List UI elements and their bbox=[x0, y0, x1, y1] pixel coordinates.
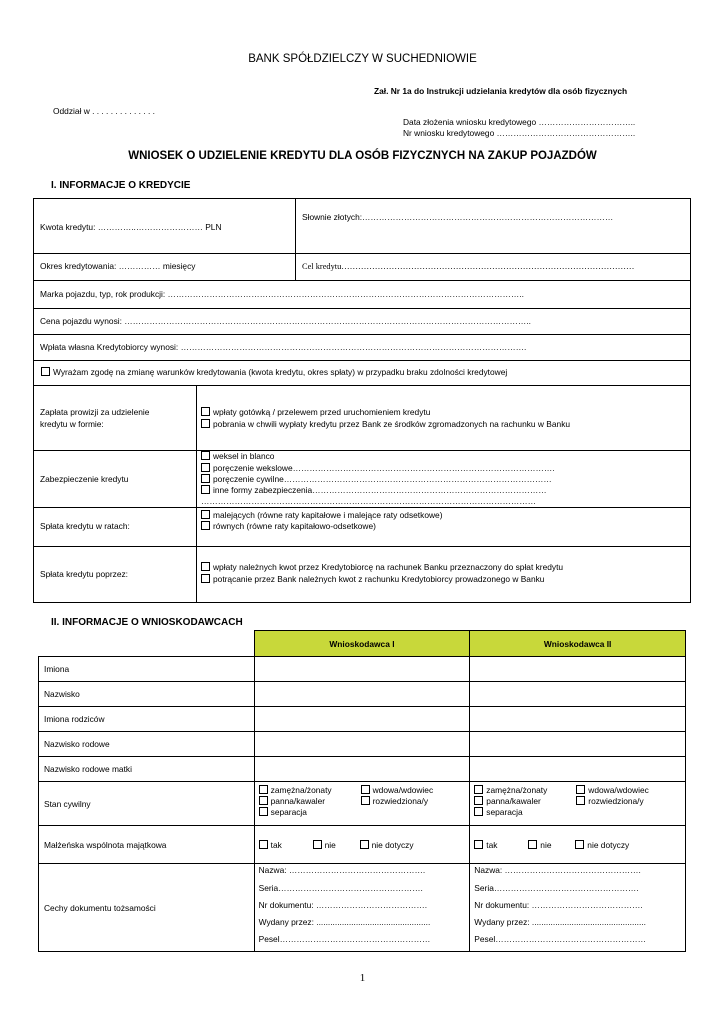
property-na-option[interactable]: nie dotyczy bbox=[575, 840, 629, 850]
security-option-4[interactable]: inne formy zabezpieczenia………………………………………………………………………… bbox=[201, 485, 547, 495]
applicant-1-marital-property bbox=[254, 826, 470, 864]
checkbox[interactable] bbox=[201, 474, 210, 483]
credit-amount-field[interactable]: Kwota kredytu: …………..…………………… PLN bbox=[40, 222, 222, 232]
page-title: WNIOSEK O UDZIELENIE KREDYTU DLA OSÓB FIZYCZNYCH NA ZAKUP POJAZDÓW bbox=[128, 150, 597, 162]
applicant-2-parents-input[interactable] bbox=[470, 707, 686, 732]
installments-option-2[interactable]: równych (równe raty kapitałowo-odsetkowe) bbox=[201, 521, 376, 531]
id-name-field[interactable]: Nazwa: …………………………………………. bbox=[258, 865, 426, 875]
submission-date-field[interactable]: Data złożenia wniosku kredytowego …………………………….. bbox=[403, 117, 636, 127]
installments-label: Spłata kredytu w ratach: bbox=[40, 521, 130, 531]
row-label-parents: Imiona rodziców bbox=[39, 707, 255, 732]
civil-widow-option[interactable]: wdowa/wdowiec bbox=[361, 785, 434, 795]
amount-in-words-field[interactable]: Słownie złotych:……………………………………………………………………………… bbox=[302, 212, 614, 222]
commission-label-2: kredytu w formie: bbox=[40, 419, 104, 429]
checkbox[interactable] bbox=[474, 840, 483, 849]
applicant-2-names-input[interactable] bbox=[470, 657, 686, 682]
security-option-3[interactable]: poręczenie cywilne…………………………………………………………………………………… bbox=[201, 474, 552, 484]
property-no-option[interactable]: nie bbox=[528, 840, 551, 850]
applicant-1-parents-input[interactable] bbox=[254, 707, 470, 732]
civil-married-option[interactable]: zamężna/żonaty bbox=[474, 785, 547, 795]
checkbox[interactable] bbox=[576, 796, 585, 805]
repayment-option-1[interactable]: wpłaty należnych kwot przez Kredytobiorcę na rachunek Banku przeznaczony do spłat kredytu bbox=[201, 562, 563, 572]
applicant-2-mother-family-name-input[interactable] bbox=[470, 757, 686, 782]
checkbox[interactable] bbox=[474, 796, 483, 805]
attachment-note: Zał. Nr 1a do Instrukcji udzielania kredytów dla osób fizycznych bbox=[374, 86, 628, 96]
applicant-2-surname-input[interactable] bbox=[470, 682, 686, 707]
checkbox[interactable] bbox=[259, 807, 268, 816]
consent-checkbox[interactable] bbox=[41, 367, 50, 376]
id-issued-field[interactable]: Wydany przez: ................................................. bbox=[474, 917, 646, 927]
row-label-marital-property: Małżeńska wspólnota majątkowa bbox=[39, 826, 255, 864]
vehicle-price-field[interactable]: Cena pojazdu wynosi: ……………………………………………………………………………………………………………………………….. bbox=[40, 316, 531, 326]
id-number-field[interactable]: Nr dokumentu: …………………………………. bbox=[474, 900, 643, 910]
credit-purpose-field[interactable]: Cel kredytu…………………………………………………………………………………………… bbox=[302, 262, 635, 271]
checkbox[interactable] bbox=[201, 463, 210, 472]
consent-row[interactable] bbox=[41, 367, 507, 377]
applicant-1-id-document bbox=[254, 864, 470, 952]
checkbox[interactable] bbox=[528, 840, 537, 849]
page-number: 1 bbox=[359, 972, 366, 984]
checkbox[interactable] bbox=[474, 785, 483, 794]
checkbox[interactable] bbox=[259, 796, 268, 805]
application-number-field[interactable]: Nr wniosku kredytowego ………………………………………….. bbox=[403, 128, 636, 138]
checkbox[interactable] bbox=[201, 562, 210, 571]
civil-single-option[interactable]: panna/kawaler bbox=[474, 796, 540, 806]
row-label-id-document: Cechy dokumentu tożsamości bbox=[39, 864, 255, 952]
civil-widow-option[interactable]: wdowa/wdowiec bbox=[576, 785, 649, 795]
civil-married-option[interactable]: zamężna/żonaty bbox=[259, 785, 332, 795]
checkbox[interactable] bbox=[313, 840, 322, 849]
applicant-2-id-document bbox=[470, 864, 686, 952]
own-contribution-field[interactable]: Wpłata własna Kredytobiorcy wynosi: ……………………………………………………………………………………………………………. bbox=[40, 342, 527, 352]
security-option-2[interactable]: poręczenie wekslowe…………………………………………………………………………………. bbox=[201, 463, 555, 473]
section-1-heading: I. INFORMACJE O KREDYCIE bbox=[51, 180, 191, 191]
applicant-1-civil-status bbox=[254, 782, 470, 826]
id-number-field[interactable]: Nr dokumentu: …………………………………. bbox=[258, 900, 428, 910]
property-yes-option[interactable]: tak bbox=[259, 840, 282, 850]
checkbox[interactable] bbox=[259, 840, 268, 849]
id-name-field[interactable]: Nazwa: …………………………………………. bbox=[474, 865, 641, 875]
row-label-mother-family-name: Nazwisko rodowe matki bbox=[39, 757, 255, 782]
security-option-1[interactable]: weksel in blanco bbox=[201, 451, 274, 461]
bank-name: BANK SPÓŁDZIELCZY W SUCHEDNIOWIE bbox=[248, 53, 477, 65]
applicant-1-surname-input[interactable] bbox=[254, 682, 470, 707]
id-issued-field[interactable]: Wydany przez: ................................................. bbox=[258, 917, 431, 927]
checkbox[interactable] bbox=[201, 485, 210, 494]
checkbox[interactable] bbox=[360, 840, 369, 849]
applicant-1-header: Wnioskodawca I bbox=[254, 631, 470, 657]
applicant-1-mother-family-name-input[interactable] bbox=[254, 757, 470, 782]
section-2-heading: II. INFORMACJE O WNIOSKODAWCACH bbox=[51, 617, 243, 628]
id-series-field[interactable]: Seria……………………………………………. bbox=[258, 883, 423, 893]
checkbox[interactable] bbox=[361, 785, 370, 794]
applicant-2-civil-status bbox=[470, 782, 686, 826]
credit-period-field[interactable]: Okres kredytowania: …………… miesięcy bbox=[40, 261, 196, 271]
commission-option-1[interactable]: wpłaty gotówką / przelewem przed uruchomieniem kredytu bbox=[201, 407, 430, 417]
checkbox[interactable] bbox=[576, 785, 585, 794]
checkbox[interactable] bbox=[474, 807, 483, 816]
repayment-label: Spłata kredytu poprzez: bbox=[40, 569, 128, 579]
row-label-surname: Nazwisko bbox=[39, 682, 255, 707]
checkbox[interactable] bbox=[259, 785, 268, 794]
applicants-table bbox=[38, 630, 686, 952]
checkbox[interactable] bbox=[201, 510, 210, 519]
checkbox[interactable] bbox=[361, 796, 370, 805]
id-pesel-field[interactable]: Pesel……………………………………………… bbox=[474, 934, 646, 944]
checkbox[interactable] bbox=[201, 451, 210, 460]
applicant-2-header: Wnioskodawca II bbox=[470, 631, 686, 657]
civil-divorced-option[interactable]: rozwiedziona/y bbox=[576, 796, 643, 806]
applicant-1-names-input[interactable] bbox=[254, 657, 470, 682]
commission-label-1: Zapłata prowizji za udzielenie bbox=[40, 407, 150, 417]
applicant-1-family-name-input[interactable] bbox=[254, 732, 470, 757]
property-yes-option[interactable]: tak bbox=[474, 840, 497, 850]
id-series-field[interactable]: Seria……………………………………………. bbox=[474, 883, 639, 893]
property-no-option[interactable]: nie bbox=[313, 840, 336, 850]
civil-separation-option[interactable]: separacja bbox=[259, 807, 307, 817]
applicant-2-marital-property bbox=[470, 826, 686, 864]
vehicle-field[interactable]: Marka pojazdu, typ, rok produkcji: ……………………………………………………………………………………………………………….. bbox=[40, 289, 524, 299]
commission-option-2[interactable]: pobrania w chwili wypłaty kredytu przez Bank ze środków zgromadzonych na rachunku w Banku bbox=[201, 419, 570, 429]
row-label-civil-status: Stan cywilny bbox=[39, 782, 255, 826]
consent-label: Wyrażam zgodę na zmianę warunków kredytowania (kwota kredytu, okres spłaty) w przypadku braku zdolności kredytowej bbox=[53, 367, 508, 377]
checkbox[interactable] bbox=[201, 574, 210, 583]
civil-separation-option[interactable]: separacja bbox=[474, 807, 522, 817]
applicant-2-family-name-input[interactable] bbox=[470, 732, 686, 757]
id-pesel-field[interactable]: Pesel……………………………………………… bbox=[258, 934, 431, 944]
security-label: Zabezpieczenie kredytu bbox=[40, 474, 129, 484]
checkbox[interactable] bbox=[201, 419, 210, 428]
property-na-option[interactable]: nie dotyczy bbox=[360, 840, 414, 850]
credit-info-table bbox=[33, 198, 691, 603]
repayment-option-2[interactable]: potrącanie przez Bank należnych kwot z rachunku Kredytobiorcy prowadzonego w Banku bbox=[201, 574, 544, 584]
civil-single-option[interactable]: panna/kawaler bbox=[259, 796, 325, 806]
checkbox[interactable] bbox=[201, 407, 210, 416]
security-other-field[interactable]: ………………………………………………………………………………………………………… bbox=[201, 496, 536, 506]
checkbox[interactable] bbox=[575, 840, 584, 849]
row-label-family-name: Nazwisko rodowe bbox=[39, 732, 255, 757]
checkbox[interactable] bbox=[201, 521, 210, 530]
row-label-names: Imiona bbox=[39, 657, 255, 682]
civil-divorced-option[interactable]: rozwiedziona/y bbox=[361, 796, 428, 806]
branch-field[interactable]: Oddział w . . . . . . . . . . . . . . bbox=[53, 106, 155, 116]
installments-option-1[interactable]: malejących (równe raty kapitałowe i malejące raty odsetkowe) bbox=[201, 510, 442, 520]
